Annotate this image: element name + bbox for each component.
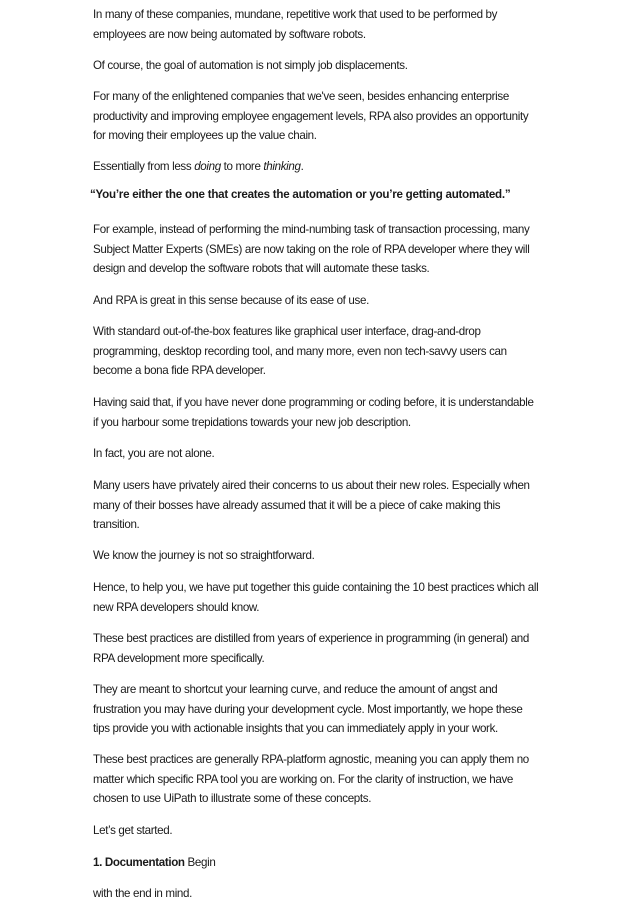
text-line: Let’s get started. [93,824,173,837]
text-line [93,853,563,873]
text-run: Begin [184,856,216,869]
text-line [93,157,563,177]
text-line: transition. [93,518,140,531]
text-line: In fact, you are not alone. [93,447,215,460]
paragraph-doing-to-thinking [93,157,563,177]
paragraph-learning-curve [93,680,563,739]
text-line: RPA development more specifically. [93,651,265,665]
paragraph-users-concerns [93,476,563,535]
paragraph-companies-automation [93,5,563,44]
paragraph-goal-of-automation [93,56,563,76]
text-line: productivity and improving employee engagement levels, RPA also provides an opportunity [93,109,529,123]
text-line: For example, instead of performing the mind-numbing task of transaction processing, many [93,223,530,236]
paragraph-guide [93,578,563,617]
text-run: Essentially from less [93,160,195,173]
text-line: Subject Matter Experts (SMEs) are now taking on the role of RPA developer where they will [93,242,530,256]
paragraph-end-in-mind [93,884,563,904]
text-line: Hence, to help you, we have put together this guide containing the 10 best practices which all [93,581,539,594]
paragraph-lets-get-started [93,821,563,841]
text-line: employees are now being automated by software robots. [93,27,366,41]
text-run: . [300,160,304,173]
paragraph-ease-of-use [93,291,563,311]
text-line: with the end in mind. [93,887,192,900]
paragraph-journey [93,546,563,566]
text-line: For many of the enlightened companies that we've seen, besides enhancing enterprise [93,90,509,103]
section-heading-documentation [93,853,563,873]
text-line: become a bona fide RPA developer. [93,364,266,377]
paragraph-not-alone [93,444,563,464]
text-line: We know the journey is not so straightforward. [93,549,315,562]
text-line: chosen to use UiPath to illustrate some of these concepts. [93,792,372,805]
text-line: many of their bosses have already assumed that it will be a piece of cake making this [93,498,501,512]
text-line: matter which specific RPA tool you are working on. For the clarity of instruction, we have [93,772,513,786]
text-line: programming, desktop recording tool, and many more, even non tech-savvy users can [93,344,507,358]
text-line: if you harbour some trepidations towards your new job description. [93,415,411,429]
text-line: “You’re either the one that creates the automation or you’re getting automated.” [90,188,511,201]
paragraph-enlightened-companies [93,87,563,146]
paragraph-platform-agnostic [93,750,563,809]
text-line: tips provide you with actionable insights that you can immediately apply in your work. [93,722,498,735]
text-line: They are meant to shortcut your learning curve, and reduce the amount of angst and [93,683,498,696]
paragraph-best-practices-distilled [93,629,563,668]
text-line: These best practices are distilled from years of experience in programming (in general) and [93,632,529,645]
text-run: to more [220,160,264,173]
emphasis-thinking: thinking [263,160,301,173]
paragraph-never-programmed [93,393,563,432]
text-line: And RPA is great in this sense because of its ease of use. [93,294,369,307]
emphasis-doing: doing [194,160,221,173]
heading-label: 1. Documentation [93,856,185,869]
paragraph-example-smes [93,220,563,279]
text-line: Many users have privately aired their concerns to us about their new roles. Especially when [93,479,530,492]
text-line: In many of these companies, mundane, repetitive work that used to be performed by [93,8,498,21]
text-line: design and develop the software robots that will automate these tasks. [93,262,430,275]
text-line: With standard out-of-the-box features like graphical user interface, drag-and-drop [93,325,481,338]
paragraph-standard-features [93,322,563,381]
pull-quote [90,185,560,205]
text-line: Having said that, if you have never done programming or coding before, it is understandable [93,396,534,409]
text-line: frustration you may have during your development cycle. Most importantly, we hope these [93,702,523,716]
text-line: These best practices are generally RPA-platform agnostic, meaning you can apply them no [93,753,529,766]
text-line: Of course, the goal of automation is not simply job displacements. [93,59,408,72]
text-line: for moving their employees up the value chain. [93,129,317,142]
text-line: new RPA developers should know. [93,600,260,614]
